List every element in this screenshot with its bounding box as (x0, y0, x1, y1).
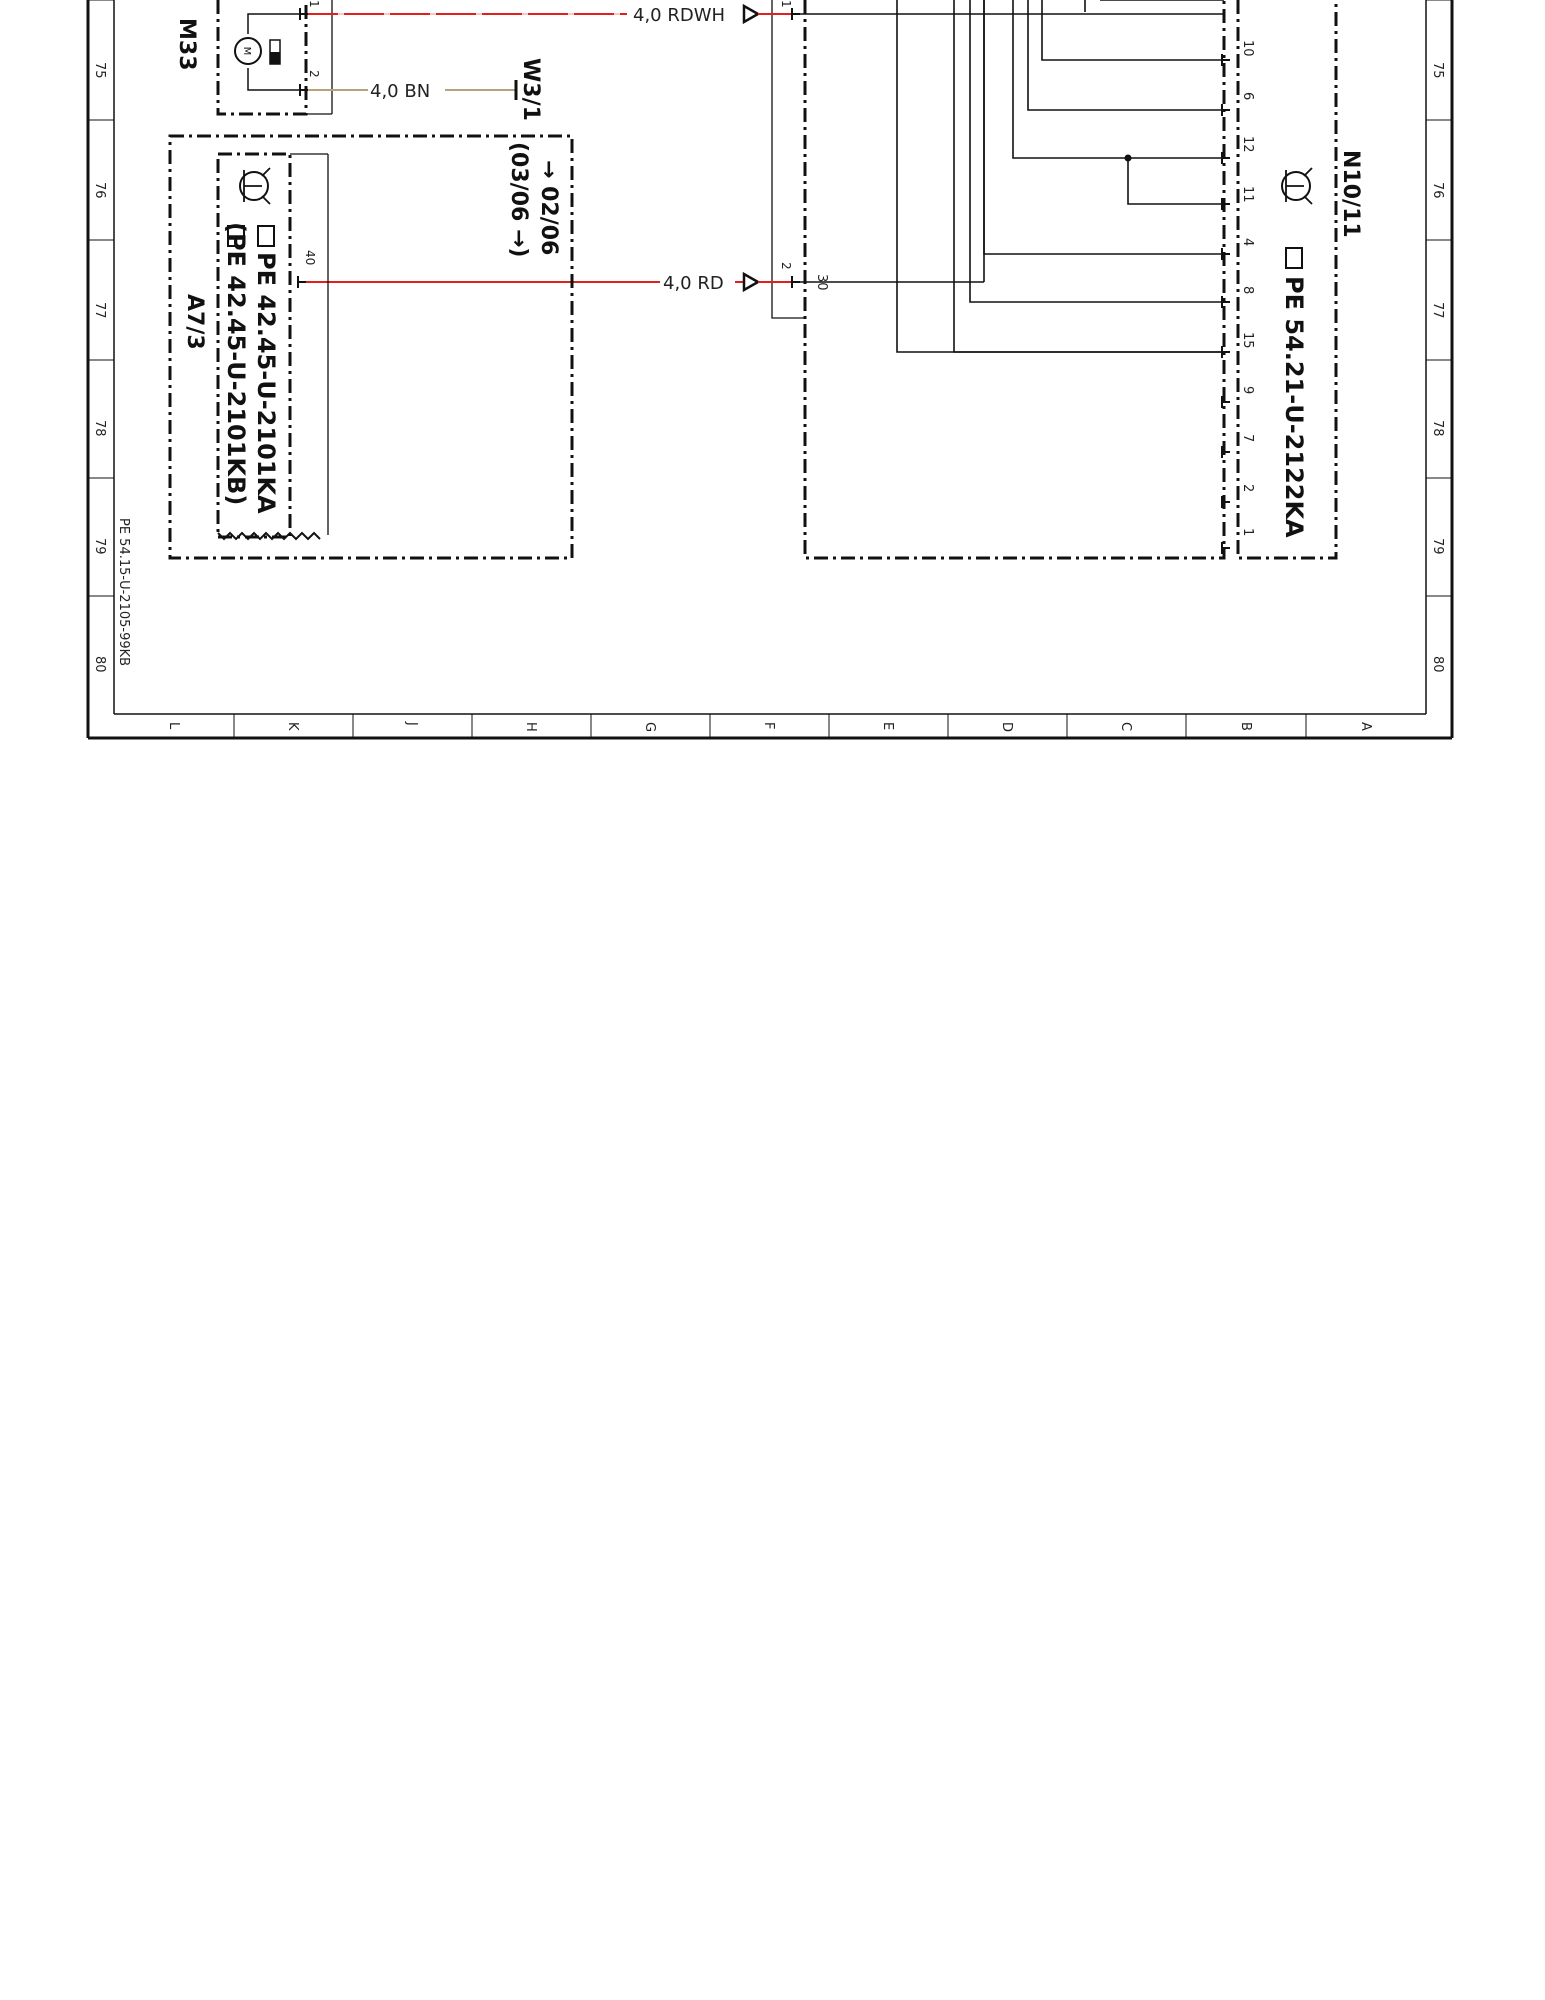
wire-rdwh (308, 5, 792, 26)
column-letter: K (285, 722, 300, 731)
row-number: 76 (1430, 182, 1445, 199)
connector-pin-30: 30 (814, 274, 829, 291)
n10-11-pin: 4 (1240, 238, 1255, 247)
row-number: 79 (1430, 538, 1445, 555)
svg-text:M: M (241, 46, 252, 56)
a7-3-ref-1: PE 42.45-U-2101KA (252, 252, 280, 514)
n10-11-pin: 10 (1240, 40, 1255, 57)
n10-11-pin: 2 (1240, 484, 1255, 493)
column-letter: G (642, 722, 657, 733)
n10-11-pin: 7 (1240, 434, 1255, 443)
m33-block (174, 0, 332, 114)
motor-icon (235, 38, 280, 64)
column-letter: A (1358, 722, 1373, 731)
sheet-frame (88, 0, 1452, 738)
row-number: 79 (92, 538, 107, 555)
n10-11-block (1222, 0, 1363, 558)
date-range-start: → 02/06 (536, 160, 561, 256)
row-number: 77 (1430, 302, 1445, 319)
column-letters (166, 721, 1373, 732)
column-letter: E (880, 722, 895, 731)
wire-bn-label: 4,0 BN (370, 81, 431, 102)
connector-pin-2: 2 (779, 262, 793, 270)
w3-1-label: W3/1 (518, 58, 543, 121)
internal-wiring (897, 0, 1224, 352)
a7-3-pin-40: 40 (303, 250, 317, 266)
column-letter: L (166, 722, 181, 730)
n10-11-pin: 6 (1240, 92, 1255, 101)
transistor-icon (1282, 168, 1312, 204)
n10-11-ref: PE 54.21-U-2122KA (1280, 276, 1308, 538)
n10-11-pin: 15 (1240, 332, 1255, 349)
n10-11-pin: 11 (1240, 186, 1255, 203)
a7-3-ref-2: (PE 42.45-U-2101KB) (222, 222, 250, 506)
n10-11-label: N10/11 (1338, 150, 1363, 238)
row-numbers-left (92, 62, 107, 673)
connector-pin-1: 1 (779, 0, 793, 8)
wire-bn (308, 80, 516, 102)
row-number: 80 (1430, 656, 1445, 673)
column-letter: F (761, 722, 776, 730)
m33-pin-2: 2 (307, 70, 321, 78)
transistor-icon (240, 168, 270, 204)
n10-11-pin: 12 (1240, 136, 1255, 153)
drawing-number: PE 54.15-U-2105-99KB (116, 518, 131, 667)
date-range-end: (03/06 →) (506, 142, 531, 258)
wire-rd (306, 273, 792, 294)
m33-label: M33 (174, 18, 199, 71)
row-number: 76 (92, 182, 107, 199)
row-number: 75 (1430, 62, 1445, 79)
m33-pin-1: 1 (307, 0, 321, 8)
row-number: 75 (92, 62, 107, 79)
n10-11-pin: 8 (1240, 286, 1255, 295)
row-numbers-right (1430, 62, 1445, 673)
column-letter: C (1118, 722, 1133, 732)
row-number: 77 (92, 302, 107, 319)
column-letter: J (404, 722, 419, 726)
column-letter: B (1238, 722, 1253, 731)
row-number: 78 (1430, 420, 1445, 437)
n10-11-pin: 1 (1240, 528, 1255, 537)
a7-3-label: A7/3 (182, 294, 207, 350)
column-letter: D (999, 722, 1014, 733)
n10-11-pin: 9 (1240, 386, 1255, 395)
row-number: 80 (92, 656, 107, 673)
document-ref-icon (1286, 248, 1302, 268)
a7-3-block (170, 136, 572, 558)
wire-rd-label: 4,0 RD (663, 273, 724, 294)
column-letter: H (523, 722, 538, 732)
wire-rdwh-label: 4,0 RDWH (633, 5, 726, 26)
row-number: 78 (92, 420, 107, 437)
